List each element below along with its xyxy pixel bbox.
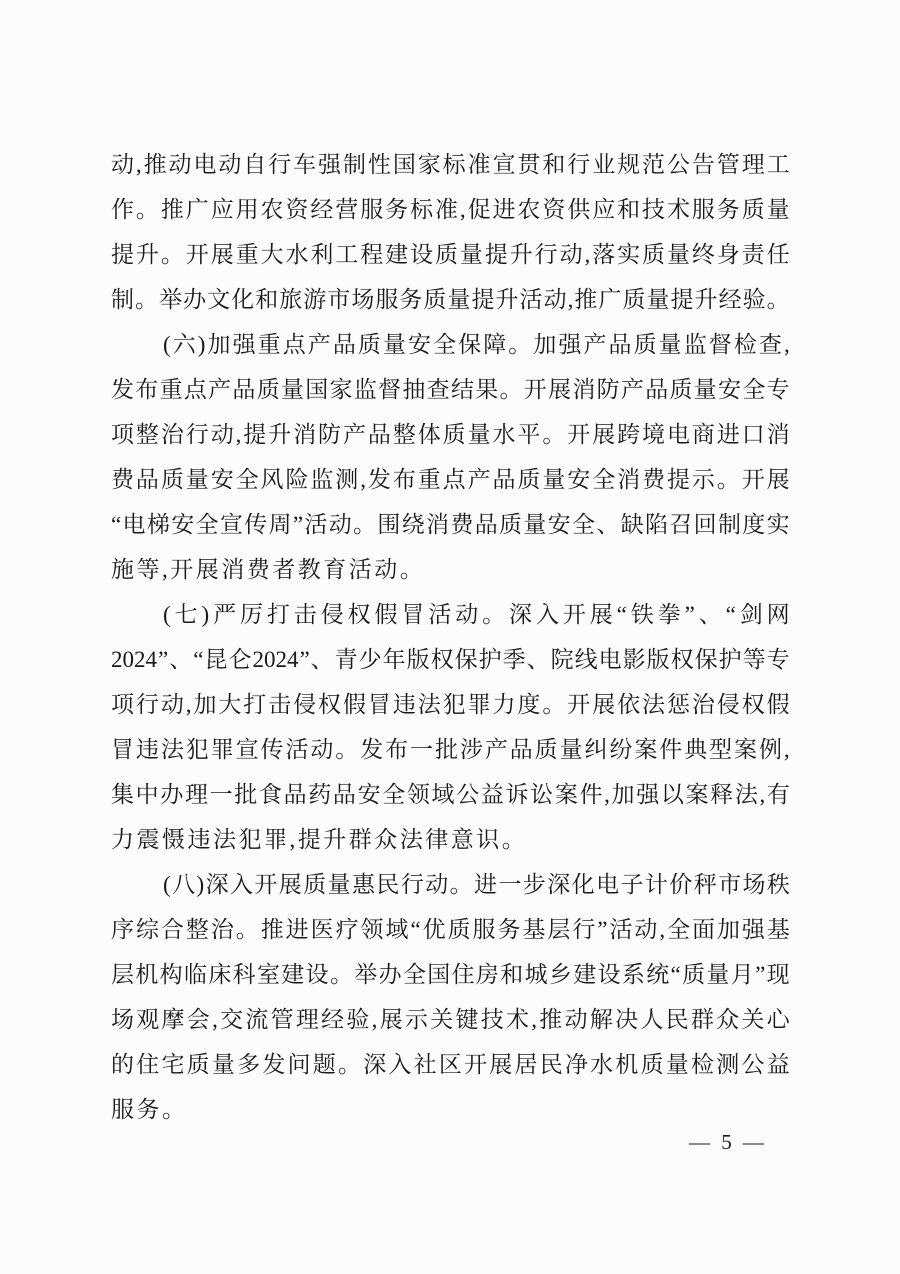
text-line: 发 布 重 点 产 品 质 量 国 家 监 督 抽 查 结 果 。 开 展 消 防 产 品 质 量 安 全 专 [111, 377, 790, 402]
document-body [111, 142, 790, 1132]
text-line: 项 整 治 行 动 , 提 升 消 防 产 品 整 体 质 量 水 平 。 开 展 跨 境 电 商 进 口 消 [111, 422, 790, 447]
text-line: ( 六 ) 加 强 重 点 产 品 质 量 安 全 保 障 。 加 强 产 品 质 量 监 督 检 查 , [163, 332, 790, 357]
text-line: 冒 违 法 犯 罪 宣 传 活 动 。 发 布 一 批 涉 产 品 质 量 纠 纷 案 件 典 型 案 例 , [111, 737, 790, 762]
text-line: 动 , 推 动 电 动 自 行 车 强 制 性 国 家 标 准 宣 贯 和 行 业 规 范 公 告 管 理 工 [111, 152, 790, 177]
page-number: — 5 — [689, 1130, 767, 1154]
text-line: 的 住 宅 质 量 多 发 问 题 。 深 入 社 区 开 展 居 民 净 水 机 质 量 检 测 公 益 [111, 1052, 790, 1077]
text-line: 2024 ” 、 “ 昆 仑 2024 ” 、 青 少 年 版 权 保 护 季 、 院 线 电 影 版 权 保 护 等 专 [111, 647, 790, 672]
text-line: 力震慑违法犯罪,提升群众法律意识。 [111, 827, 528, 852]
text-line: 场 观 摩 会 , 交 流 管 理 经 验 , 展 示 关 键 技 术 , 推 动 解 决 人 民 群 众 关 心 [111, 1007, 790, 1032]
text-line: ( 七 ) 严 厉 打 击 侵 权 假 冒 活 动 。 深 入 开 展 “ 铁 拳 ” 、 “ 剑 网 [163, 602, 790, 627]
text-line: 作 。 推 广 应 用 农 资 经 营 服 务 标 准 , 促 进 农 资 供 应 和 技 术 服 务 质 量 [111, 197, 790, 222]
text-line: “ 电 梯 安 全 宣 传 周 ” 活 动 。 围 绕 消 费 品 质 量 安 全 、 缺 陷 召 回 制 度 实 [111, 512, 790, 537]
text-line: 集 中 办 理 一 批 食 品 药 品 安 全 领 域 公 益 诉 讼 案 件 , 加 强 以 案 释 法 , 有 [111, 782, 790, 807]
text-line: 制 。 举 办 文 化 和 旅 游 市 场 服 务 质 量 提 升 活 动 , 推 广 质 量 提 升 经 验 。 [111, 287, 790, 312]
text-line: 提 升 。 开 展 重 大 水 利 工 程 建 设 质 量 提 升 行 动 , 落 实 质 量 终 身 责 任 [111, 242, 790, 267]
text-line: 项 行 动 , 加 大 打 击 侵 权 假 冒 违 法 犯 罪 力 度 。 开 展 依 法 惩 治 侵 权 假 [111, 692, 790, 717]
text-line: 施等,开展消费者教育活动。 [111, 557, 426, 582]
text-line: 费 品 质 量 安 全 风 险 监 测 , 发 布 重 点 产 品 质 量 安 全 消 费 提 示 。 开 展 [111, 467, 790, 492]
text-line: 序 综 合 整 治 。 推 进 医 疗 领 域 “ 优 质 服 务 基 层 行 ” 活 动 , 全 面 加 强 基 [111, 917, 790, 942]
text-line: 服务。 [111, 1097, 188, 1122]
text-line: ( 八 ) 深 入 开 展 质 量 惠 民 行 动 。 进 一 步 深 化 电 子 计 价 秤 市 场 秩 [163, 872, 790, 897]
text-line: 层 机 构 临 床 科 室 建 设 。 举 办 全 国 住 房 和 城 乡 建 设 系 统 “ 质 量 月 ” 现 [111, 962, 790, 987]
